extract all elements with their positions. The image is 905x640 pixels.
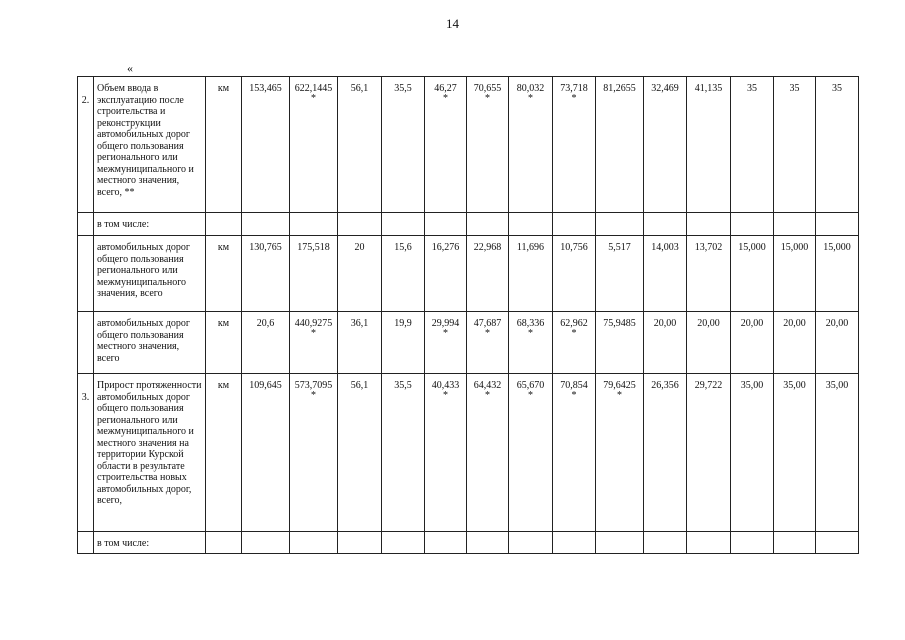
table-row	[78, 532, 859, 554]
page-number: 14	[446, 16, 459, 31]
value-cell	[242, 213, 290, 236]
value-cell	[290, 236, 338, 312]
row-index	[78, 213, 94, 236]
value-cell	[425, 312, 467, 374]
cell-value: 79,6425	[603, 380, 636, 391]
cell-value: 70,655	[473, 83, 502, 94]
cell-footnote-mark: *	[485, 389, 490, 401]
quote-mark: «	[127, 61, 133, 75]
value-cell	[687, 77, 731, 213]
cell-value: 20,6	[256, 318, 275, 329]
value-cell	[290, 77, 338, 213]
value-cell	[816, 374, 859, 532]
value-cell	[467, 312, 509, 374]
cell-value: 175,518	[297, 242, 330, 253]
value-cell	[382, 374, 425, 532]
cell-value: 26,356	[651, 380, 679, 391]
value-cell	[382, 236, 425, 312]
value-cell	[509, 312, 553, 374]
cell-value: 35,5	[394, 380, 412, 391]
value-cell	[382, 312, 425, 374]
cell-value: 20	[354, 242, 365, 253]
cell-value: 20,00	[783, 318, 806, 329]
cell-value: 80,032	[516, 83, 545, 94]
cell-footnote-mark: *	[485, 92, 490, 104]
value-cell	[596, 532, 644, 554]
value-cell	[774, 532, 816, 554]
value-cell	[425, 374, 467, 532]
value-cell	[467, 374, 509, 532]
cell-value: 109,645	[249, 380, 282, 391]
row-index	[78, 236, 94, 312]
value-cell	[425, 236, 467, 312]
cell-value: 15,6	[394, 242, 412, 253]
cell-value: 5,517	[608, 242, 631, 253]
cell-value: 14,003	[651, 242, 679, 253]
cell-value: 15,000	[738, 242, 766, 253]
value-cell	[509, 532, 553, 554]
cell-value: 20,00	[825, 318, 849, 329]
cell-value: 20,00	[697, 318, 720, 329]
value-cell	[467, 236, 509, 312]
value-cell	[553, 213, 596, 236]
cell-footnote-mark: *	[571, 327, 577, 339]
row-description: Объем ввода в эксплуатацию после строительства и реконструкции автомобильных дорог общего пользования регионального или межмуниципального и местного значения, всего, **	[94, 77, 206, 213]
cell-footnote-mark: *	[443, 92, 448, 104]
value-cell	[425, 213, 467, 236]
cell-value: 29,994	[431, 318, 460, 329]
cell-value: 20,00	[653, 318, 677, 329]
cell-value: 75,9485	[603, 318, 636, 329]
value-cell	[774, 213, 816, 236]
value-cell	[731, 213, 774, 236]
cell-value: 29,722	[694, 380, 723, 391]
indicators-table	[77, 76, 859, 554]
value-cell	[644, 213, 687, 236]
value-cell	[382, 213, 425, 236]
cell-value: 41,135	[694, 83, 723, 94]
cell-value: 35	[789, 83, 800, 94]
value-cell	[774, 374, 816, 532]
cell-footnote-mark: *	[311, 327, 316, 339]
value-cell	[816, 312, 859, 374]
row-unit: км	[206, 236, 242, 312]
cell-footnote-mark: *	[485, 327, 490, 339]
row-description: в том числе:	[94, 532, 206, 554]
value-cell	[290, 312, 338, 374]
cell-value: 47,687	[473, 318, 502, 329]
value-cell	[509, 374, 553, 532]
row-description: Прирост протяженности автомобильных дорог общего пользования регионального или межмуниципального и местного значения на территории Курской области в результате строительства новых автомобильных дорог, всего,	[94, 374, 206, 532]
value-cell	[242, 77, 290, 213]
value-cell	[816, 213, 859, 236]
value-cell	[596, 213, 644, 236]
value-cell	[596, 236, 644, 312]
table-row	[78, 77, 859, 213]
value-cell	[290, 213, 338, 236]
value-cell	[467, 213, 509, 236]
value-cell	[596, 312, 644, 374]
cell-value: 70,854	[560, 380, 588, 391]
value-cell	[731, 236, 774, 312]
row-index	[78, 532, 94, 554]
row-unit: км	[206, 312, 242, 374]
row-unit: км	[206, 77, 242, 213]
cell-value: 81,2655	[603, 83, 636, 94]
table-row	[78, 312, 859, 374]
value-cell	[242, 532, 290, 554]
cell-value: 68,336	[516, 318, 545, 329]
row-unit: км	[206, 374, 242, 532]
value-cell	[338, 77, 382, 213]
value-cell	[644, 236, 687, 312]
value-cell	[731, 374, 774, 532]
table-row	[78, 236, 859, 312]
value-cell	[687, 213, 731, 236]
value-cell	[509, 213, 553, 236]
value-cell	[774, 236, 816, 312]
value-cell	[687, 312, 731, 374]
value-cell	[644, 312, 687, 374]
cell-value: 622,1445	[294, 83, 333, 94]
value-cell	[338, 312, 382, 374]
cell-value: 153,465	[249, 83, 282, 94]
cell-value: 62,962	[560, 318, 588, 329]
value-cell	[509, 77, 553, 213]
value-cell	[731, 532, 774, 554]
value-cell	[731, 77, 774, 213]
value-cell	[467, 77, 509, 213]
cell-value: 46,27	[434, 83, 457, 94]
cell-value: 16,276	[431, 242, 460, 253]
value-cell	[816, 532, 859, 554]
row-index: 3.	[78, 374, 94, 532]
cell-footnote-mark: *	[571, 92, 577, 104]
value-cell	[687, 374, 731, 532]
cell-value: 573,7095	[294, 380, 333, 391]
row-description: автомобильных дорог общего пользования регионального или межмуниципального значения, всего	[94, 236, 206, 312]
cell-value: 40,433	[431, 380, 460, 391]
cell-footnote-mark: *	[617, 389, 622, 401]
row-unit	[206, 213, 242, 236]
cell-value: 32,469	[651, 83, 679, 94]
value-cell	[816, 236, 859, 312]
cell-footnote-mark: *	[528, 389, 533, 401]
cell-value: 19,9	[394, 318, 412, 329]
cell-value: 35,00	[825, 380, 849, 391]
cell-value: 35,5	[394, 83, 412, 94]
cell-footnote-mark: *	[311, 92, 316, 104]
cell-value: 64,432	[473, 380, 502, 391]
row-description: автомобильных дорог общего пользования местного значения, всего	[94, 312, 206, 374]
cell-footnote-mark: *	[571, 389, 577, 401]
row-index	[78, 312, 94, 374]
cell-value: 13,702	[694, 242, 723, 253]
value-cell	[644, 77, 687, 213]
cell-footnote-mark: *	[528, 92, 533, 104]
cell-value: 56,1	[350, 83, 369, 94]
value-cell	[425, 77, 467, 213]
cell-footnote-mark: *	[528, 327, 533, 339]
value-cell	[290, 532, 338, 554]
value-cell	[338, 532, 382, 554]
cell-value: 73,718	[560, 83, 588, 94]
value-cell	[242, 312, 290, 374]
value-cell	[338, 213, 382, 236]
cell-footnote-mark: *	[443, 389, 448, 401]
cell-value: 36,1	[350, 318, 369, 329]
value-cell	[290, 374, 338, 532]
cell-footnote-mark: *	[443, 327, 448, 339]
value-cell	[553, 312, 596, 374]
cell-value: 440,9275	[294, 318, 333, 329]
cell-value: 15,000	[823, 242, 851, 253]
value-cell	[382, 77, 425, 213]
row-description: в том числе:	[94, 213, 206, 236]
cell-footnote-mark: *	[311, 389, 316, 401]
value-cell	[687, 236, 731, 312]
value-cell	[509, 236, 553, 312]
cell-value: 35	[747, 83, 757, 94]
value-cell	[687, 532, 731, 554]
value-cell	[467, 532, 509, 554]
value-cell	[731, 312, 774, 374]
value-cell	[338, 374, 382, 532]
value-cell	[338, 236, 382, 312]
value-cell	[816, 77, 859, 213]
cell-value: 56,1	[350, 380, 369, 391]
value-cell	[596, 77, 644, 213]
value-cell	[242, 236, 290, 312]
cell-value: 35	[832, 83, 842, 94]
row-unit	[206, 532, 242, 554]
value-cell	[644, 374, 687, 532]
cell-value: 11,696	[516, 242, 545, 253]
value-cell	[553, 77, 596, 213]
value-cell	[774, 77, 816, 213]
value-cell	[242, 374, 290, 532]
value-cell	[644, 532, 687, 554]
value-cell	[553, 532, 596, 554]
value-cell	[553, 374, 596, 532]
cell-value: 35,00	[740, 380, 764, 391]
cell-value: 22,968	[473, 242, 502, 253]
cell-value: 20,00	[740, 318, 764, 329]
cell-value: 65,670	[516, 380, 545, 391]
value-cell	[596, 374, 644, 532]
cell-value: 35,00	[783, 380, 806, 391]
value-cell	[553, 236, 596, 312]
table-row	[78, 374, 859, 532]
cell-value: 130,765	[249, 242, 282, 253]
row-index: 2.	[78, 77, 94, 213]
value-cell	[382, 532, 425, 554]
cell-value: 15,000	[780, 242, 809, 253]
cell-value: 10,756	[560, 242, 588, 253]
value-cell	[774, 312, 816, 374]
table-row	[78, 213, 859, 236]
value-cell	[425, 532, 467, 554]
